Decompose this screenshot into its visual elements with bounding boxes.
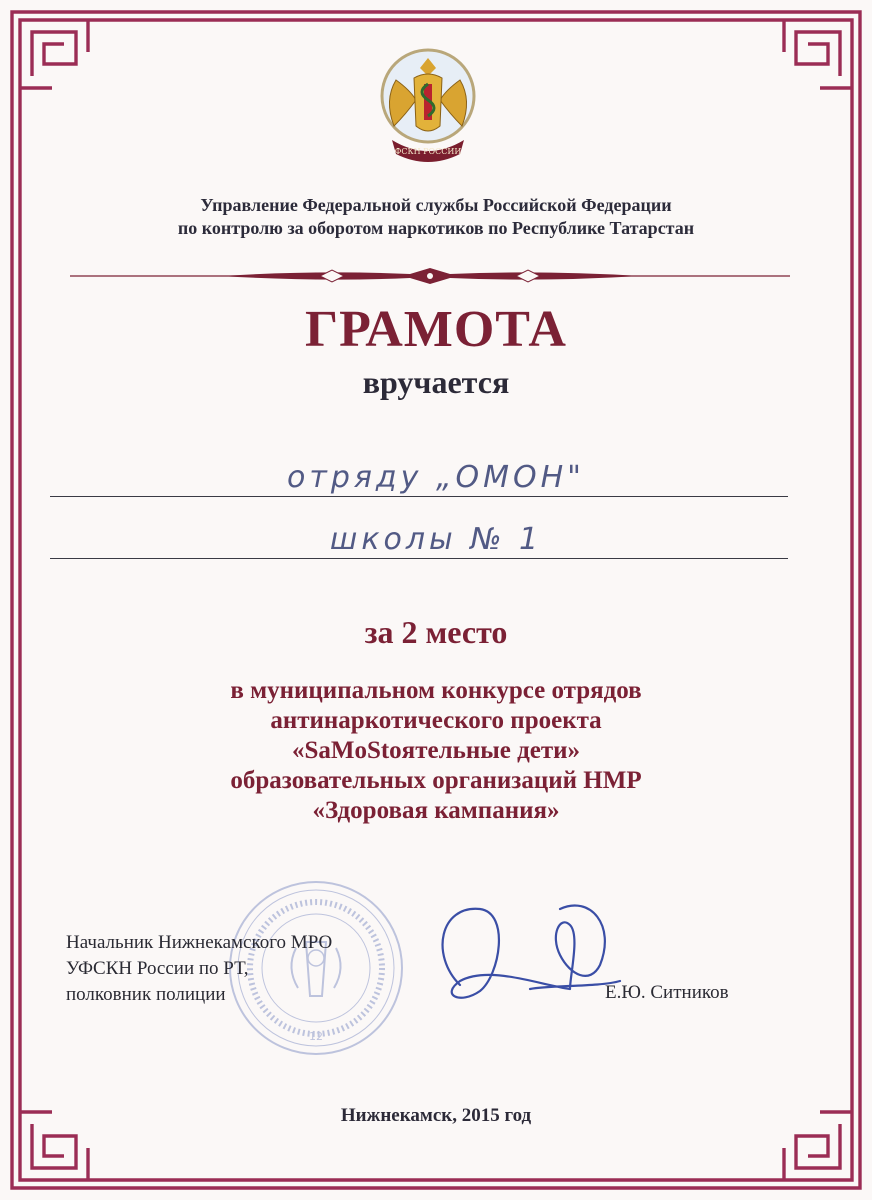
award-description — [0, 676, 872, 826]
award-line: антинаркотического проекта — [270, 707, 602, 734]
svg-text:ФСКН РОССИИ: ФСКН РОССИИ — [394, 147, 462, 156]
fskn-emblem-icon — [376, 40, 480, 168]
signatory-name: Е.Ю. Ситников — [605, 982, 729, 1003]
recipient-handwritten: отряду „ОМОН" — [287, 460, 585, 495]
award-place: за 2 место — [364, 614, 508, 650]
agency-line: Управление Федеральной службы Российской Федерации — [200, 195, 672, 215]
signatory-position — [66, 930, 332, 1008]
award-line: «SaMoStoятельные дети» — [291, 737, 581, 764]
certificate-subtitle: вручается — [362, 364, 510, 400]
signatory-line: Начальник Нижнекамского МРО — [66, 932, 333, 953]
svg-text:12: 12 — [309, 1030, 323, 1043]
signatory-line: полковник полиции — [66, 984, 226, 1005]
place-and-year: Нижнекамск, 2015 год — [340, 1105, 532, 1126]
recipient-underline — [50, 496, 788, 497]
agency-name — [0, 194, 872, 240]
recipient-school-handwritten: школы № 1 — [329, 522, 543, 557]
agency-line: по контролю за оборотом наркотиков по Республике Татарстан — [177, 218, 695, 238]
award-line: «Здоровая кампания» — [312, 797, 560, 824]
award-line: образовательных организаций НМР — [230, 767, 642, 794]
certificate-title: ГРАМОТА — [305, 301, 567, 358]
recipient-underline — [50, 558, 788, 559]
signatory-line: УФСКН России по РТ, — [66, 958, 249, 979]
award-line: в муниципальном конкурсе отрядов — [230, 677, 642, 704]
ornamental-divider — [70, 266, 790, 286]
